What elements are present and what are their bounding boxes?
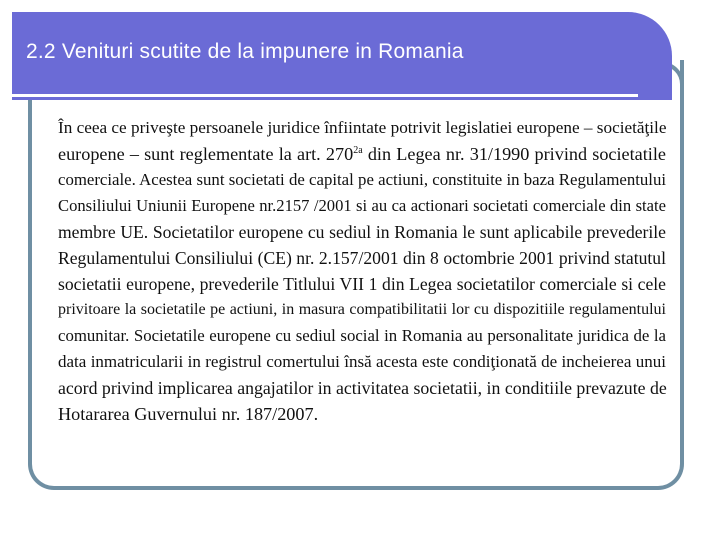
text-line-7: societatii europene, prevederile Titlului VII 1 din Legea societatilor comerciale si cele — [58, 274, 666, 294]
text-line-1: În ceea ce priveşte persoanele juridice înfiintate potrivit legislatiei europene – societăţile — [58, 118, 667, 137]
text-line-12: Hotararea Guvernului nr. 187/2007. — [58, 404, 319, 424]
text-line-6: Regulamentului Consiliului (CE) nr. 2.157/2001 din 8 octombrie 2001 privind statutul — [58, 248, 666, 268]
slide-title: 2.2 Venituri scutite de la impunere in Romania — [26, 40, 464, 63]
text-line-5: membre UE. Societatilor europene cu sediul in Romania le sunt aplicabile prevederile — [58, 222, 666, 242]
text-line-3: comerciale. Acestea sunt societati de capital pe actiuni, constituite in baza Regulamentului — [58, 170, 666, 189]
text-line-10: data inmatricularii in registrul comertului însă acesta este condiţionată de incheierea unui — [58, 352, 666, 371]
text-line-11: acord privind implicarea angajatilor in activitatea societatii, in conditiile prevazute de — [58, 378, 667, 398]
text-line-9: comunitar. Societatile europene cu sediul social in Romania au personalitate juridica de la — [58, 326, 666, 345]
text-line-4: Consiliului Uniunii Europene nr.2157 /2001 si au ca actionari societati comerciale din state — [58, 196, 666, 215]
text-line-2-start: europene – sunt reglementate la art. 270 — [58, 144, 354, 164]
text-line-2-end: din Legea nr. 31/1990 privind societatile — [362, 144, 666, 164]
text-line-8: privitoare la societatile pe actiuni, in masura compatibilitatii lor cu dispozitiile regulamentului — [58, 301, 666, 318]
article-superscript: 2a — [353, 144, 363, 156]
scanned-text-block — [42, 106, 674, 478]
title-underline — [12, 94, 638, 97]
text-line-2 — [58, 142, 666, 166]
